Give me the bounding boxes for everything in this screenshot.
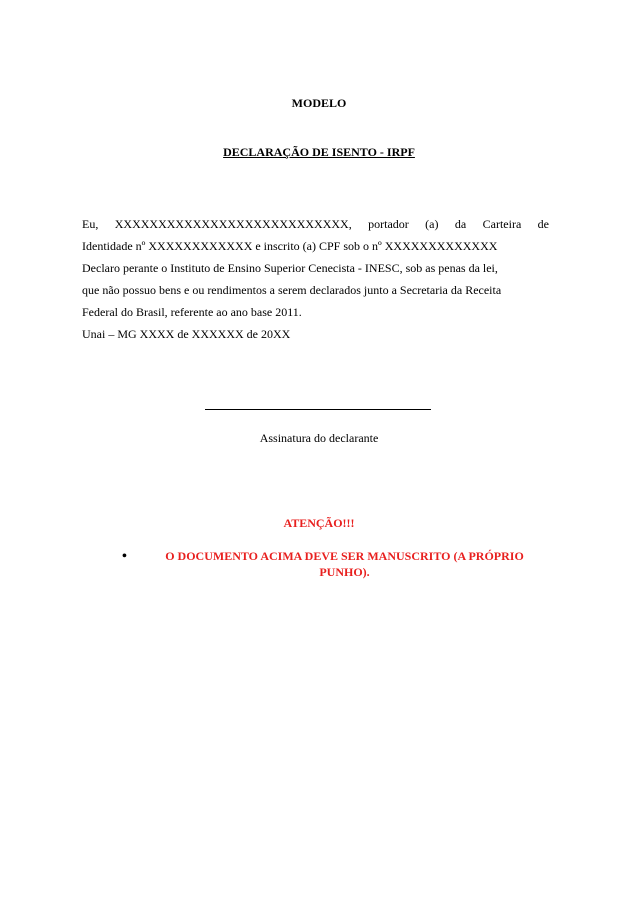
bullet-icon: •: [122, 549, 127, 564]
document-heading: MODELO: [291, 96, 347, 110]
signature-line: [205, 409, 431, 410]
body-line: que não possuo bens e ou rendimentos a serem declarados junto a Secretaria da Receita: [82, 283, 502, 297]
body-line: Identidade nº XXXXXXXXXXXX e inscrito (a) CPF sob o nº XXXXXXXXXXXXX: [82, 239, 498, 253]
body-line: Eu, XXXXXXXXXXXXXXXXXXXXXXXXXXX, portador (a) da Carteira de: [82, 217, 549, 231]
declaration-title: DECLARAÇÃO DE ISENTO - IRPF: [223, 145, 415, 159]
body-line: Declaro perante o Instituto de Ensino Superior Cenecista - INESC, sob as penas da lei,: [82, 261, 498, 275]
attention-bullet-text: O DOCUMENTO ACIMA DEVE SER MANUSCRITO (A PRÓPRIO PUNHO).: [165, 549, 524, 579]
body-line: Unai – MG XXXX de XXXXXX de 20XX: [82, 327, 291, 341]
attention-title: ATENÇÃO!!!: [283, 516, 355, 530]
declaration-body: [82, 213, 549, 345]
signature-label: Assinatura do declarante: [259, 431, 379, 445]
body-line: Federal do Brasil, referente ao ano base 2011.: [82, 305, 302, 319]
